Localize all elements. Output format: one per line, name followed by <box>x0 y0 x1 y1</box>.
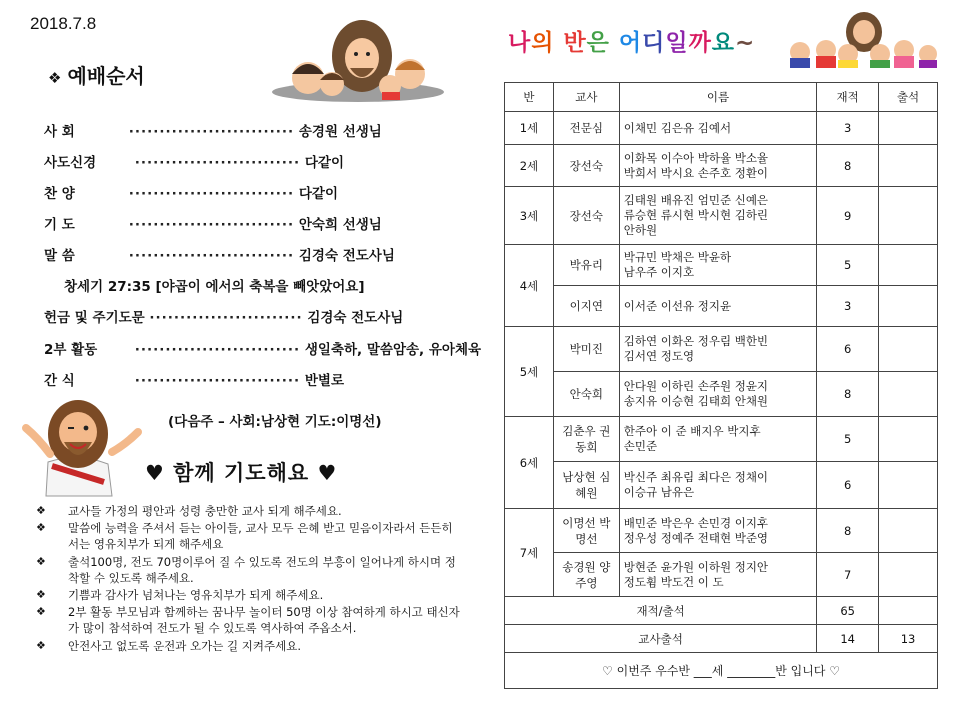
prayer-title: ♥ 함께 기도해요 ♥ <box>145 461 338 485</box>
teacher-name: 남상현 심혜원 <box>553 462 619 509</box>
student-names: 김태원 배유진 엄민준 신예은 류승현 류시현 박시현 김하린 안하원 <box>619 187 816 245</box>
class-title-char: ~ <box>735 30 756 56</box>
order-dots: ··························· <box>134 373 301 389</box>
attendance-count <box>879 245 938 286</box>
enrolled-count: 5 <box>817 245 879 286</box>
class-title-char: 어 <box>618 30 643 56</box>
student-names: 이채민 김은유 김예서 <box>619 112 816 145</box>
diamond-bullet-icon: ❖ <box>36 605 46 619</box>
teacher-name: 박유리 <box>553 245 619 286</box>
student-names: 안다원 이하린 손주원 정윤지 송지유 이승현 김태희 안채원 <box>619 372 816 417</box>
prayer-item: ❖ 교사들 가정의 평안과 성령 충만한 교사 되게 해주세요. <box>36 504 342 518</box>
enrolled-count: 3 <box>817 286 879 327</box>
diamond-bullet-icon: ❖ <box>48 69 62 87</box>
order-dots: ··························· <box>128 186 295 202</box>
attendance-count <box>879 112 938 145</box>
class-roster-table <box>504 82 938 689</box>
class-title-char: 은 <box>586 30 610 56</box>
student-names: 한주아 이 준 배지우 박지후 손민준 <box>619 417 816 462</box>
table-row <box>505 462 938 509</box>
prayer-item: ❖ 기쁨과 감사가 넘쳐나는 영유치부가 되게 해주세요. <box>36 588 324 603</box>
order-row-offering <box>44 306 403 326</box>
teacher-attendance-label: 교사출석 <box>505 625 817 653</box>
order-row-sermon <box>44 244 395 264</box>
teacher-name: 송경원 양주영 <box>553 553 619 597</box>
table-row <box>505 327 938 372</box>
student-names: 배민준 박은우 손민경 이지후 정우성 정예주 전태현 박준영 <box>619 509 816 553</box>
teacher-name: 박미진 <box>553 327 619 372</box>
teacher-attendance-row <box>505 625 938 653</box>
class-title-char: 반 <box>563 30 587 56</box>
class-title-char <box>610 30 619 56</box>
order-dots: ························· <box>149 310 303 326</box>
diamond-bullet-icon: ❖ <box>36 588 46 602</box>
enrolled-count: 8 <box>817 509 879 553</box>
enrolled-count: 8 <box>817 372 879 417</box>
class-title <box>508 24 755 57</box>
teacher-name: 이명선 박명선 <box>553 509 619 553</box>
order-row-host <box>44 120 382 140</box>
table-row <box>505 286 938 327</box>
enrolled-count: 9 <box>817 187 879 245</box>
scripture-reference: 창세기 27:35 [야곱이 에서의 축복을 빼앗았어요] <box>64 279 365 295</box>
class-age: 6세 <box>505 417 554 509</box>
student-names: 박신주 최유림 최다은 정채이 이승규 남유은 <box>619 462 816 509</box>
order-label: 기 도 <box>44 217 75 233</box>
table-header-row <box>505 83 938 112</box>
order-label: 사도신경 <box>44 155 97 171</box>
header-enrolled: 재적 <box>817 83 879 112</box>
order-label: 헌금 및 주기도문 <box>44 310 145 326</box>
order-label: 사 회 <box>44 124 75 140</box>
class-age: 2세 <box>505 145 554 187</box>
order-row-prayer <box>44 213 382 233</box>
order-value: 송경원 선생님 <box>298 124 382 140</box>
attendance-count <box>879 553 938 597</box>
teacher-name: 안숙희 <box>553 372 619 417</box>
student-names: 박규민 박채은 박윤하 남우주 이지호 <box>619 245 816 286</box>
order-row-part2 <box>44 338 481 358</box>
table-row <box>505 509 938 553</box>
class-title-char: 일 <box>665 30 689 56</box>
class-age: 3세 <box>505 187 554 245</box>
teacher-name: 김춘우 권동희 <box>553 417 619 462</box>
order-label: 간 식 <box>44 373 75 389</box>
order-row-creed <box>44 151 344 171</box>
worship-order-heading: 예배순서 <box>67 64 145 88</box>
enrolled-count: 7 <box>817 553 879 597</box>
diamond-bullet-icon: ❖ <box>36 504 46 517</box>
table-row <box>505 145 938 187</box>
order-label: 2부 활동 <box>44 342 98 358</box>
teacher-enrolled: 14 <box>817 625 879 653</box>
teacher-name: 전문심 <box>553 112 619 145</box>
prayer-item: ❖ 출석100명, 전도 70명이루어 질 수 있도록 전도의 부흥이 일어나게 하시며 정착할 수 있도록 해주세요. <box>36 554 456 585</box>
diamond-bullet-icon: ❖ <box>36 521 46 535</box>
header-class: 반 <box>505 83 554 112</box>
attendance-count <box>879 327 938 372</box>
attendance-count <box>879 187 938 245</box>
worship-order-title <box>48 60 145 89</box>
teacher-name: 이지연 <box>553 286 619 327</box>
winking-jesus-illustration <box>8 392 148 500</box>
student-names: 방현준 윤가원 이하원 정지안 정도휨 박도건 이 도 <box>619 553 816 597</box>
best-class-row <box>505 653 938 689</box>
attendance-count <box>879 286 938 327</box>
header-attendance: 출석 <box>879 83 938 112</box>
order-value: 생일축하, 말씀암송, 유아체육 <box>304 342 482 358</box>
best-class-banner: ♡ 이번주 우수반 ___세 ________반 입니다 ♡ <box>505 653 938 689</box>
table-row <box>505 417 938 462</box>
order-row-snack <box>44 369 344 389</box>
enrolled-count: 3 <box>817 112 879 145</box>
diamond-bullet-icon: ❖ <box>36 638 46 652</box>
order-value: 반별로 <box>304 373 344 389</box>
order-dots: ··························· <box>128 248 295 264</box>
next-week-note: (다음주 – 사회:남상현 기도:이명선) <box>168 414 382 430</box>
class-age: 5세 <box>505 327 554 417</box>
prayer-item: ❖ 안전사고 없도록 운전과 오가는 길 지켜주세요. <box>36 638 302 653</box>
order-value: 다같이 <box>304 155 344 171</box>
table-row <box>505 112 938 145</box>
diamond-bullet-icon: ❖ <box>36 554 46 568</box>
class-age: 4세 <box>505 245 554 327</box>
order-label: 찬 양 <box>44 186 75 202</box>
student-names: 이화목 이수아 박하율 박소율 박희서 박시요 손주호 정환이 <box>619 145 816 187</box>
teacher-attended: 13 <box>879 625 938 653</box>
enrolled-count: 6 <box>817 327 879 372</box>
attendance-count <box>879 145 938 187</box>
table-row <box>505 553 938 597</box>
order-value: 다같이 <box>298 186 338 202</box>
class-age: 1세 <box>505 112 554 145</box>
table-row <box>505 372 938 417</box>
order-value: 김경숙 전도사님 <box>307 310 404 326</box>
order-row-praise <box>44 182 338 202</box>
attendance-count <box>879 417 938 462</box>
enrolled-count: 6 <box>817 462 879 509</box>
jesus-with-class-illustration <box>784 8 942 70</box>
order-dots: ··························· <box>134 342 301 358</box>
prayer-list <box>36 503 466 655</box>
class-title-char: 나 <box>508 30 532 56</box>
student-names: 김하연 이화온 정우림 백한빈 김서연 정도영 <box>619 327 816 372</box>
attendance-count <box>879 509 938 553</box>
order-dots: ··························· <box>128 124 295 140</box>
table-row <box>505 245 938 286</box>
attendance-count <box>879 462 938 509</box>
total-enrolled: 65 <box>817 597 879 625</box>
prayer-item: ❖ 2부 활동 부모님과 함께하는 꿈나무 놀이터 50명 이상 참여하게 하시고 태신자가 많이 참석하여 전도가 될 수 있도록 역사하여 주옵소서. <box>36 605 460 636</box>
prayer-item: ❖ 말씀에 능력을 주셔서 듣는 아이들, 교사 모두 은혜 받고 믿음이자라서 든든히 서는 영유치부가 되게 해주세요 <box>36 521 453 552</box>
total-attendance <box>879 597 938 625</box>
order-value: 안숙희 선생님 <box>298 217 382 233</box>
header-teacher: 교사 <box>553 83 619 112</box>
order-value: 김경숙 전도사님 <box>298 248 395 264</box>
table-row <box>505 187 938 245</box>
enrollment-total-row <box>505 597 938 625</box>
enrolled-count: 5 <box>817 417 879 462</box>
teacher-name: 장선숙 <box>553 145 619 187</box>
attendance-count <box>879 372 938 417</box>
class-title-char: 의 <box>531 30 555 56</box>
order-dots: ··························· <box>134 155 301 171</box>
jesus-with-children-illustration <box>270 14 445 104</box>
class-title-char: 요 <box>711 30 735 56</box>
class-title-char: 디 <box>642 30 666 56</box>
header-names: 이름 <box>619 83 816 112</box>
class-age: 7세 <box>505 509 554 597</box>
class-title-char: 까 <box>688 30 712 56</box>
order-dots: ··························· <box>128 217 295 233</box>
order-label: 말 씀 <box>44 248 75 264</box>
enrolled-count: 8 <box>817 145 879 187</box>
bulletin-date: 2018.7.8 <box>30 14 97 33</box>
student-names: 이서준 이선유 정지윤 <box>619 286 816 327</box>
teacher-name: 장선숙 <box>553 187 619 245</box>
total-label: 재적/출석 <box>505 597 817 625</box>
